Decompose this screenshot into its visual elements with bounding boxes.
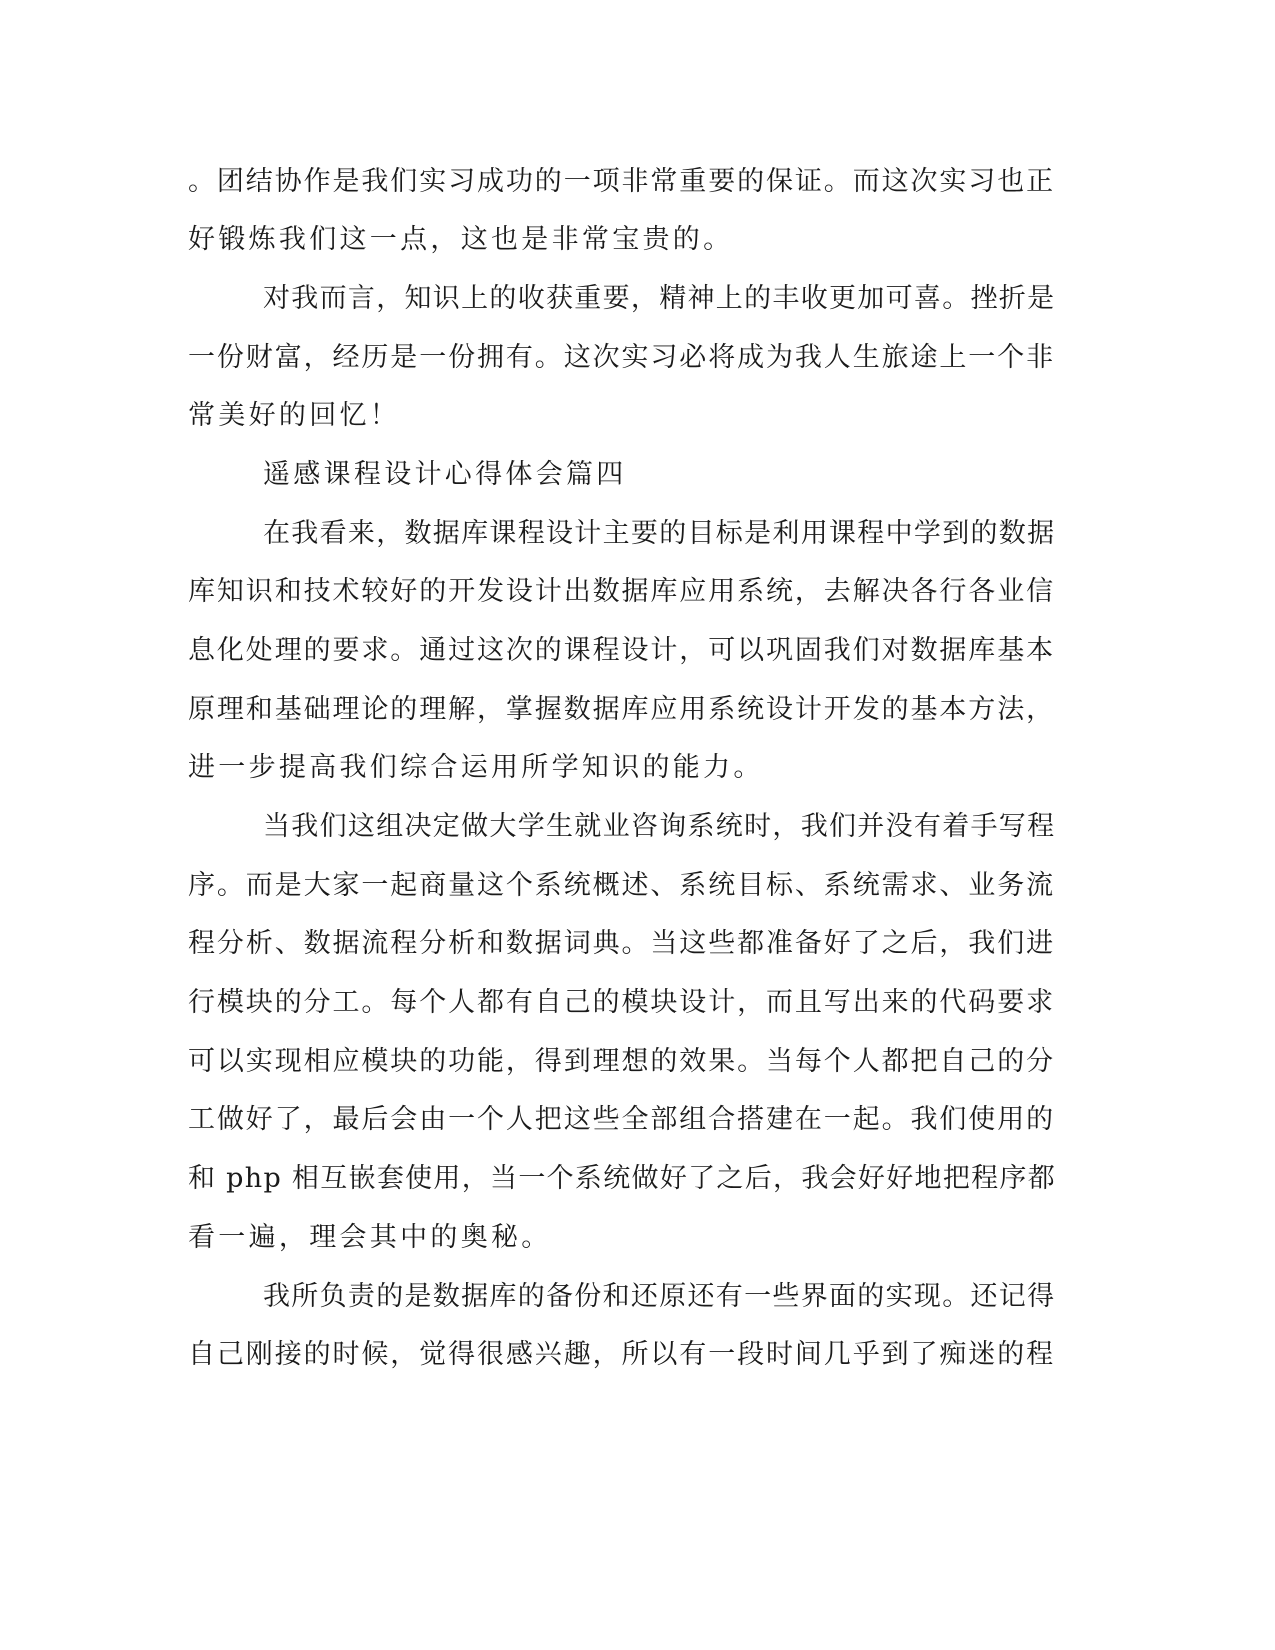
text-line: 看一遍，理会其中的奥秘。 <box>188 1222 552 1253</box>
text-line: 我所负责的是数据库的备份和还原还有一些界面的实现。还记得 <box>263 1281 1056 1312</box>
text-line: 当我们这组决定做大学生就业咨询系统时，我们并没有着手写程 <box>263 811 1056 842</box>
text-line: 程分析、数据流程分析和数据词典。当这些都准备好了之后，我们进 <box>188 928 1055 959</box>
text-line: 工做好了，最后会由一个人把这些全部组合搭建在一起。我们使用的 <box>188 1104 1055 1135</box>
text-line: 序。而是大家一起商量这个系统概述、系统目标、系统需求、业务流 <box>188 870 1055 901</box>
text-line: 行模块的分工。每个人都有自己的模块设计，而且写出来的代码要求 <box>188 987 1055 1018</box>
text-line: 和 php 相互嵌套使用，当一个系统做好了之后，我会好好地把程序都 <box>188 1163 1057 1194</box>
text-line: 自己刚接的时候，觉得很感兴趣，所以有一段时间几乎到了痴迷的程 <box>188 1339 1055 1370</box>
section-heading: 遥感课程设计心得体会篇四 <box>263 459 627 490</box>
text-line: 在我看来，数据库课程设计主要的目标是利用课程中学到的数据 <box>263 518 1056 549</box>
text-line: 常美好的回忆！ <box>188 400 401 431</box>
text-line: 一份财富，经历是一份拥有。这次实习必将成为我人生旅途上一个非 <box>188 342 1055 373</box>
text-line: 进一步提高我们综合运用所学知识的能力。 <box>188 752 764 783</box>
text-line: 。团结协作是我们实习成功的一项非常重要的保证。而这次实习也正 <box>188 166 1055 197</box>
text-line: 库知识和技术较好的开发设计出数据库应用系统，去解决各行各业信 <box>188 576 1055 607</box>
text-line: 原理和基础理论的理解，掌握数据库应用系统设计开发的基本方法， <box>188 694 1055 725</box>
text-line: 对我而言，知识上的收获重要，精神上的丰收更加可喜。挫折是 <box>263 283 1056 314</box>
text-line: 好锻炼我们这一点，这也是非常宝贵的。 <box>188 224 734 255</box>
text-line: 可以实现相应模块的功能，得到理想的效果。当每个人都把自己的分 <box>188 1046 1055 1077</box>
text-line: 息化处理的要求。通过这次的课程设计，可以巩固我们对数据库基本 <box>188 635 1055 666</box>
